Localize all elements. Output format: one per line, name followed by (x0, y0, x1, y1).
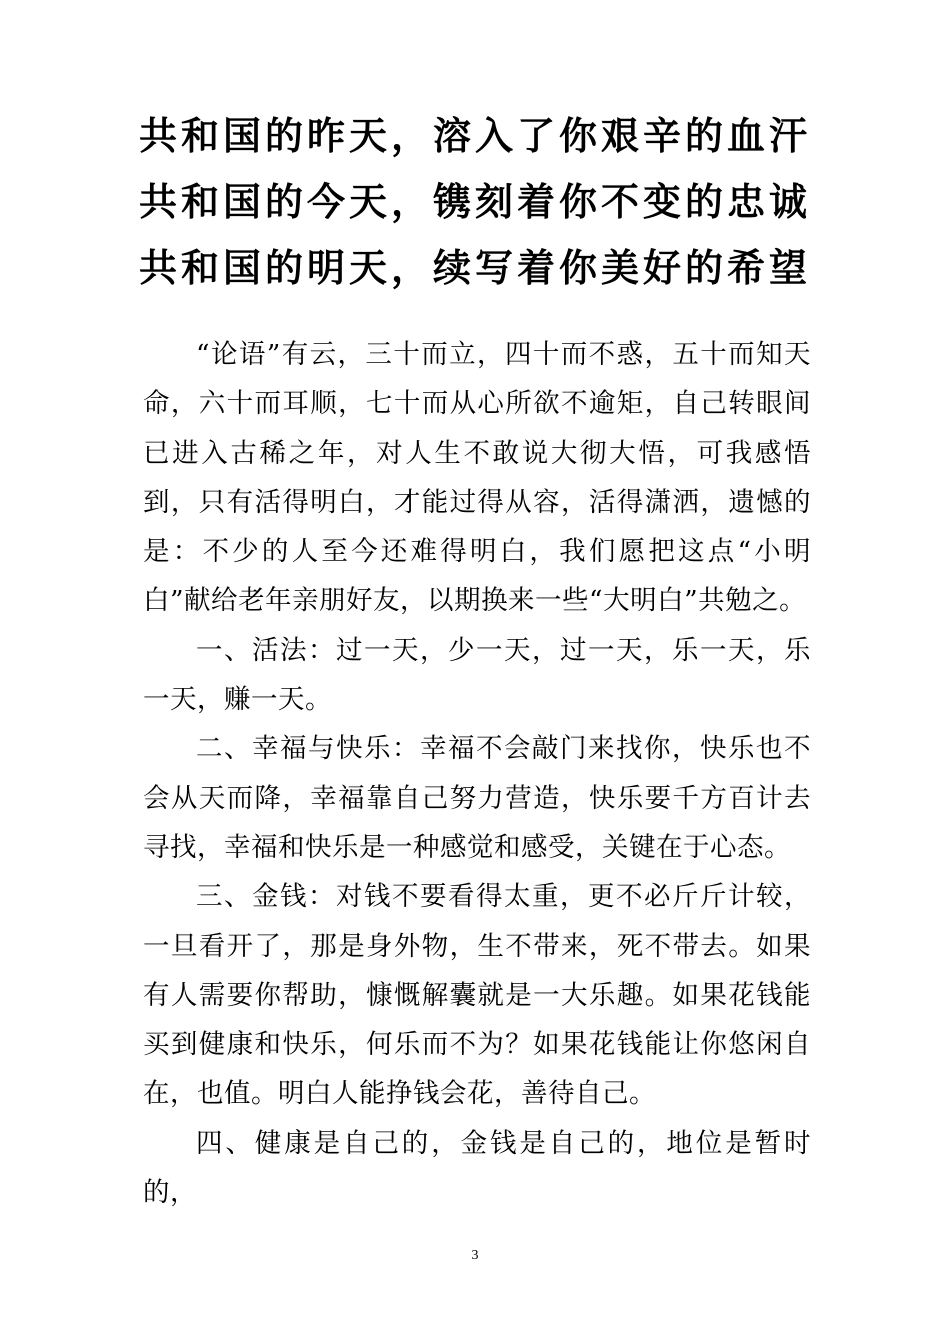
page-number: 3 (471, 1248, 479, 1263)
heading-line-yesterday: 共和国的昨天，溶入了你艰辛的血汗 (138, 113, 811, 158)
poem-heading-block (0, 110, 950, 308)
paragraph-happiness: 二、幸福与快乐：幸福不会敲门来找你，快乐也不会从天而降，幸福靠自己努力营造，快乐要千方百计去寻找，幸福和快乐是一种感觉和感受，关键在于心态。 (143, 733, 811, 863)
paragraph-health: 四、健康是自己的，金钱是自己的，地位是暂时的， (143, 1127, 811, 1209)
intro-paragraph: “论语”有云，三十而立，四十而不惑，五十而知天命，六十而耳顺，七十而从心所欲不逾矩，自己转眼间已进入古稀之年，对人生不敢说大彻大悟，可我感悟到，只有活得明白，才能过得从容，活得潇洒，遗憾的是：不少的人至今还难得明白，我们愿把这点“小明白”献给老年亲朋好友，以期换来一些“大明白”共勉之。 (143, 339, 811, 617)
heading-line-tomorrow: 共和国的明天，续写着你美好的希望 (138, 245, 811, 290)
heading-line-today: 共和国的今天，镌刻着你不变的忠诚 (138, 179, 811, 224)
document-body (143, 330, 811, 1217)
paragraph-money: 三、金钱：对钱不要看得太重，更不必斤斤计较，一旦看开了，那是身外物，生不带来，死不带去。如果有人需要你帮助，慷慨解囊就是一大乐趣。如果花钱能买到健康和快乐，何乐而不为？如果花钱能让你悠闲自在，也值。明白人能挣钱会花，善待自己。 (143, 881, 811, 1110)
paragraph-way-of-living: 一、活法：过一天，少一天，过一天，乐一天，乐一天，赚一天。 (143, 634, 811, 716)
